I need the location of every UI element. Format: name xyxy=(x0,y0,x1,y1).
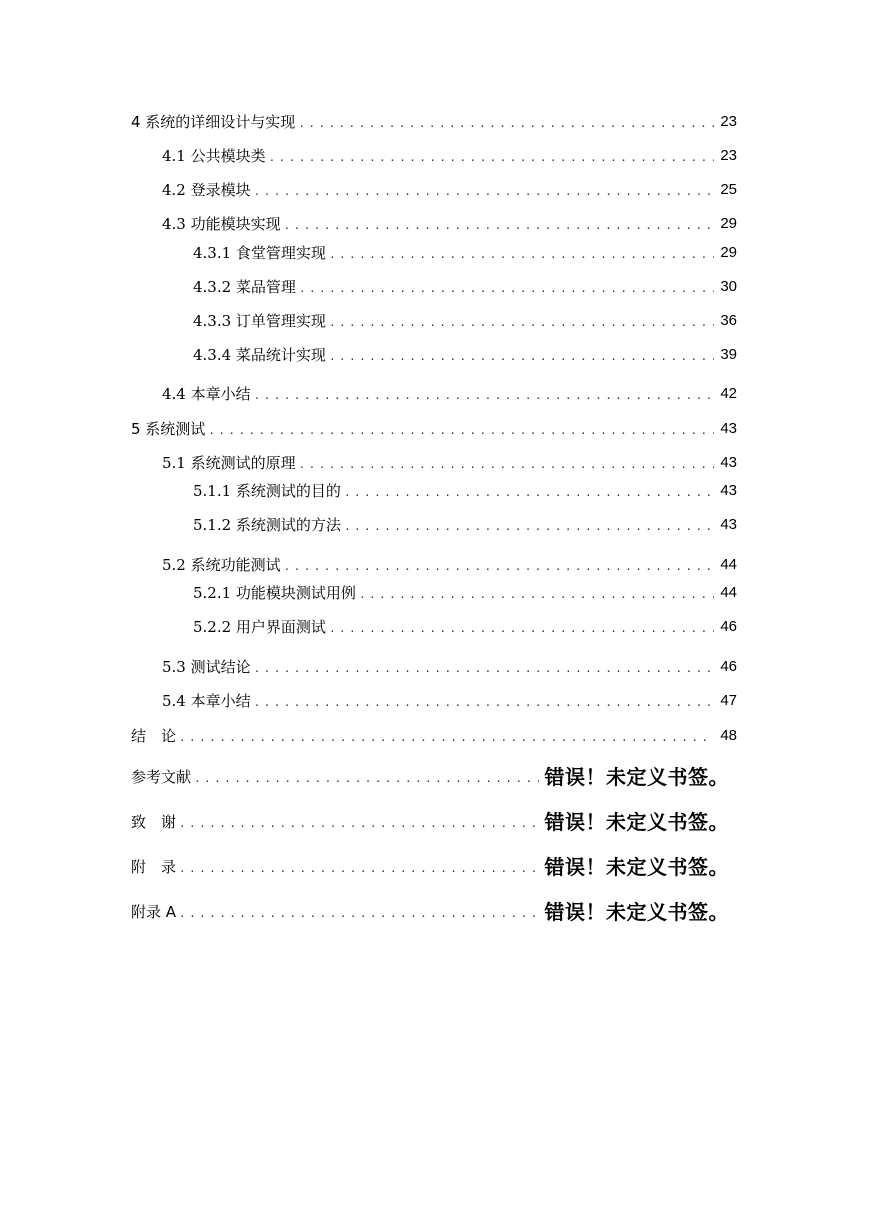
toc-page-number: 43 xyxy=(720,454,737,471)
dot-leader xyxy=(208,416,714,442)
dot-leader xyxy=(344,478,714,504)
toc-error-bookmark: 错误！未定义书签。 xyxy=(544,810,729,834)
toc-entry-5-3[interactable] xyxy=(162,654,737,680)
toc-entry-5-1-1[interactable] xyxy=(193,478,737,504)
toc-page-number: 48 xyxy=(720,727,737,744)
toc-page-number: 43 xyxy=(720,420,737,437)
toc-entry-label: 4.3.2 菜品管理 xyxy=(193,278,296,296)
toc-entry-5-4[interactable] xyxy=(162,688,737,714)
dot-leader xyxy=(359,580,714,606)
dot-leader xyxy=(179,809,538,835)
toc-entry-label: 4.2 登录模块 xyxy=(162,181,251,199)
toc-entry-4[interactable] xyxy=(131,109,737,135)
toc-entry-label: 5.2.1 功能模块测试用例 xyxy=(193,584,356,602)
toc-entry-conclusion[interactable] xyxy=(131,723,737,749)
toc-entry-5-1-2[interactable] xyxy=(193,512,737,538)
toc-page-number: 47 xyxy=(720,692,737,709)
toc-entry-label: 4.3.1 食堂管理实现 xyxy=(193,244,326,262)
dot-leader xyxy=(329,308,714,334)
toc-page-number: 46 xyxy=(720,658,737,675)
toc-entry-appendix-a[interactable] xyxy=(131,898,729,926)
dot-leader xyxy=(329,614,714,640)
toc-entry-4-3-3[interactable] xyxy=(193,308,737,334)
toc-entry-label: 4.3 功能模块实现 xyxy=(162,215,281,233)
dot-leader xyxy=(179,723,714,749)
dot-leader xyxy=(254,688,715,714)
dot-leader xyxy=(284,552,715,578)
toc-entry-references[interactable] xyxy=(131,763,729,791)
toc-entry-5[interactable] xyxy=(131,416,737,442)
toc-page-number: 25 xyxy=(720,181,737,198)
toc-entry-5-1[interactable] xyxy=(162,450,737,476)
toc-entry-4-4[interactable] xyxy=(162,381,737,407)
toc-entry-label: 4.3.3 订单管理实现 xyxy=(193,312,326,330)
toc-entry-label: 5.4 本章小结 xyxy=(162,692,251,710)
toc-entry-5-2-2[interactable] xyxy=(193,614,737,640)
toc-entry-4-3-2[interactable] xyxy=(193,274,737,300)
toc-page-number: 44 xyxy=(720,556,737,573)
toc-page-number: 36 xyxy=(720,312,737,329)
toc-entry-4-2[interactable] xyxy=(162,177,737,203)
toc-entry-label: 5.1 系统测试的原理 xyxy=(162,454,296,472)
toc-page-number: 43 xyxy=(720,516,737,533)
toc-entry-4-3-1[interactable] xyxy=(193,240,737,266)
toc-entry-label: 参考文献 xyxy=(131,768,192,786)
toc-page-number: 23 xyxy=(720,147,737,164)
toc-page-number: 29 xyxy=(720,215,737,232)
toc-page-number: 23 xyxy=(720,113,737,130)
toc-entry-label: 5 系统测试 xyxy=(131,420,206,438)
dot-leader xyxy=(179,899,538,925)
toc-entry-label: 5.1.2 系统测试的方法 xyxy=(193,516,341,534)
toc-entry-appendix[interactable] xyxy=(131,853,729,881)
toc-page-number: 42 xyxy=(720,385,737,402)
toc-entry-label: 5.1.1 系统测试的目的 xyxy=(193,482,341,500)
toc-error-bookmark: 错误！未定义书签。 xyxy=(544,900,729,924)
toc-entry-label: 5.2 系统功能测试 xyxy=(162,556,281,574)
toc-page-number: 30 xyxy=(720,278,737,295)
toc-entry-label: 4 系统的详细设计与实现 xyxy=(131,113,296,131)
toc-entry-4-1[interactable] xyxy=(162,143,737,169)
dot-leader xyxy=(254,177,715,203)
dot-leader xyxy=(194,764,538,790)
dot-leader xyxy=(329,342,714,368)
toc-entry-label: 5.3 测试结论 xyxy=(162,658,251,676)
toc-page-number: 43 xyxy=(720,482,737,499)
toc-entry-label: 4.3.4 菜品统计实现 xyxy=(193,346,326,364)
toc-entry-label: 4.1 公共模块类 xyxy=(162,147,266,165)
toc-error-bookmark: 错误！未定义书签。 xyxy=(544,765,729,789)
toc-entry-label: 4.4 本章小结 xyxy=(162,385,251,403)
toc-error-bookmark: 错误！未定义书签。 xyxy=(544,855,729,879)
dot-leader xyxy=(179,854,538,880)
toc-page-number: 46 xyxy=(720,618,737,635)
dot-leader xyxy=(269,143,715,169)
toc-page-number: 44 xyxy=(720,584,737,601)
toc-entry-label: 附 录 xyxy=(131,858,177,876)
dot-leader xyxy=(299,274,714,300)
dot-leader xyxy=(299,450,715,476)
dot-leader xyxy=(298,109,714,135)
toc-entry-label: 致 谢 xyxy=(131,813,177,831)
dot-leader xyxy=(284,211,715,237)
dot-leader xyxy=(254,654,715,680)
toc-entry-label: 结 论 xyxy=(131,727,177,745)
dot-leader xyxy=(344,512,714,538)
dot-leader xyxy=(329,240,714,266)
toc-entry-label: 5.2.2 用户界面测试 xyxy=(193,618,326,636)
toc-entry-4-3[interactable] xyxy=(162,211,737,237)
toc-entry-5-2-1[interactable] xyxy=(193,580,737,606)
toc-page-number: 39 xyxy=(720,346,737,363)
dot-leader xyxy=(254,381,715,407)
toc-entry-5-2[interactable] xyxy=(162,552,737,578)
toc-entry-4-3-4[interactable] xyxy=(193,342,737,368)
toc-entry-acknowledgements[interactable] xyxy=(131,808,729,836)
toc-entry-label: 附录 A xyxy=(131,903,177,921)
toc-page-number: 29 xyxy=(720,244,737,261)
